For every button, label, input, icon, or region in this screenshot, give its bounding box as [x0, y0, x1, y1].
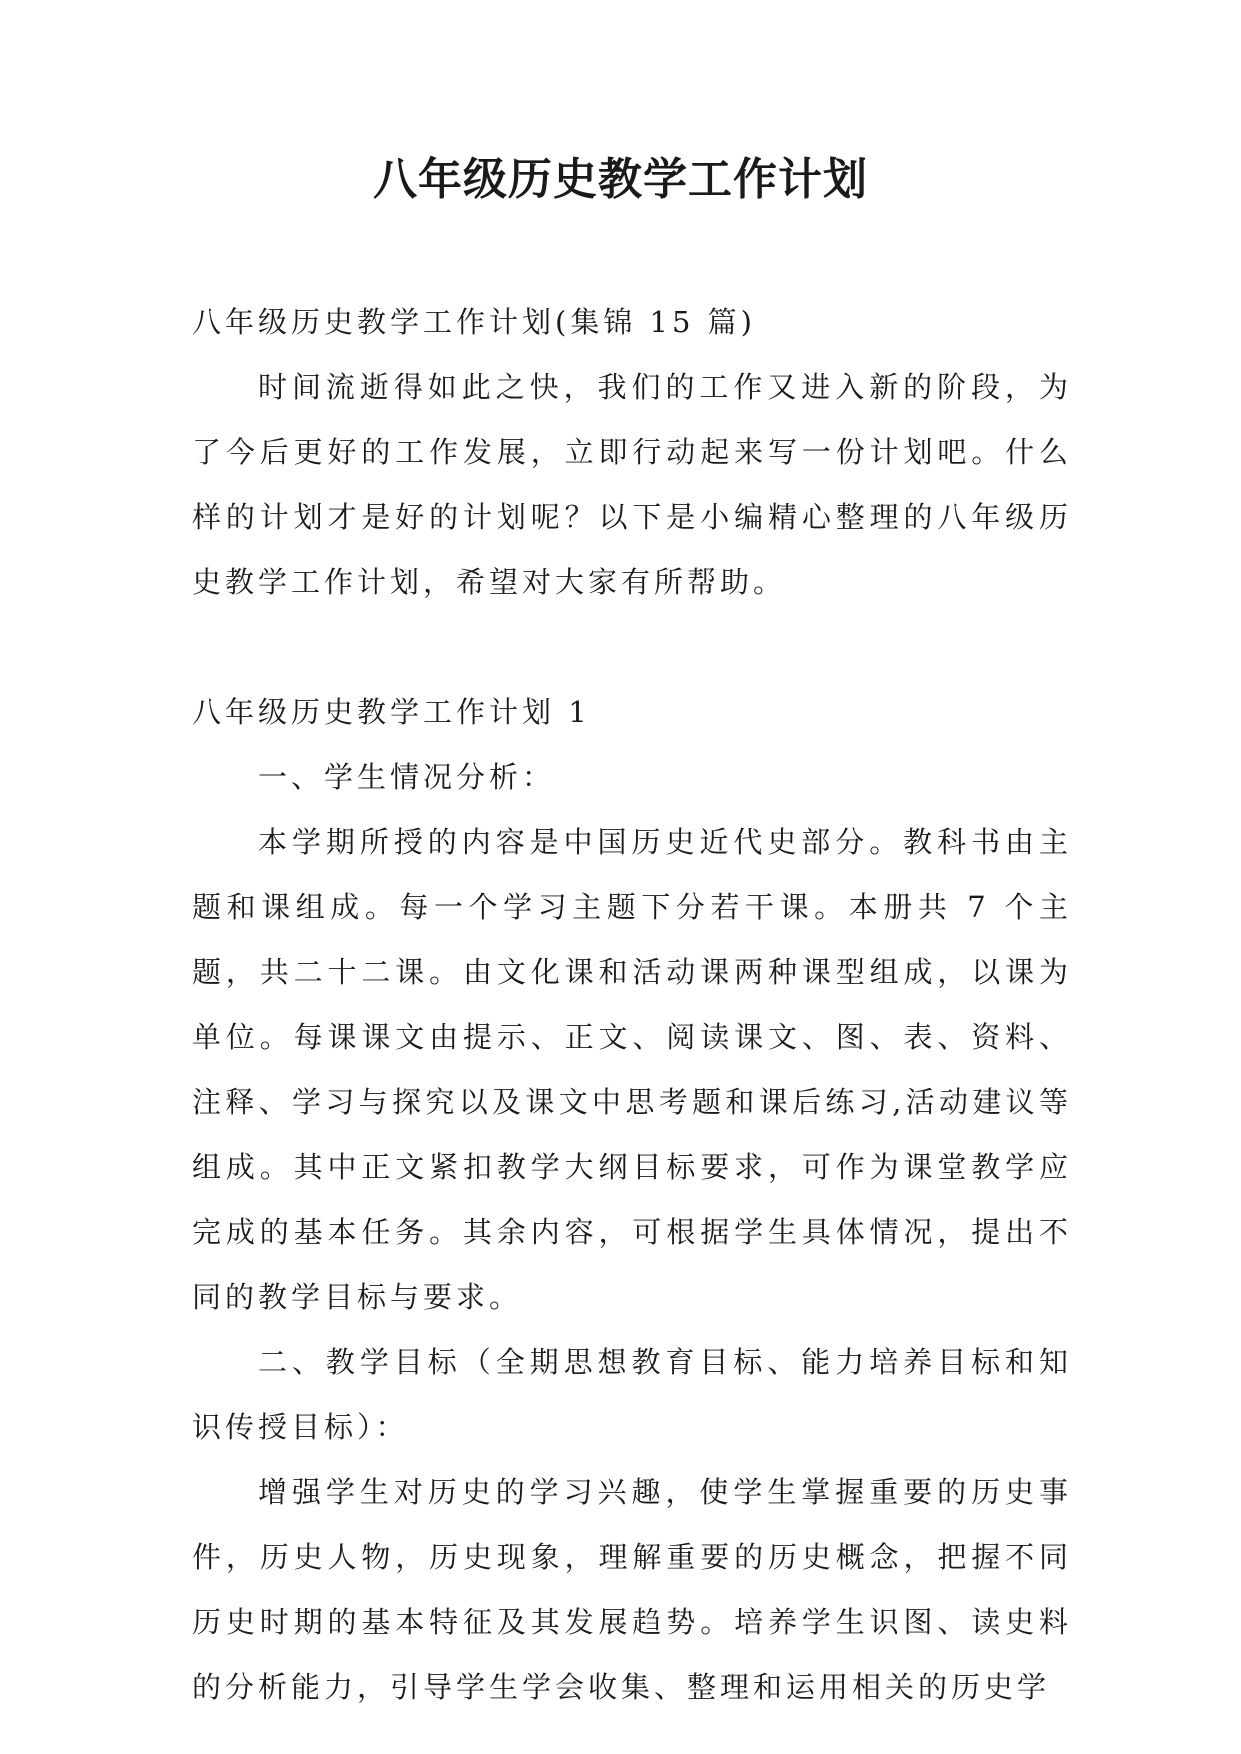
collection-subtitle: 八年级历史教学工作计划(集锦 15 篇)	[192, 305, 756, 339]
document-title: 八年级历史教学工作计划	[373, 154, 868, 205]
intro-paragraph: 时间流逝得如此之快，我们的工作又进入新的阶段，为了今后更好的工作发展，立即行动起来写一份计划吧。什么样的计划才是好的计划呢？以下是小编精心整理的八年级历史教学工作计划，希望对大家有所帮助。	[192, 370, 1072, 599]
section-heading: 八年级历史教学工作计划 1	[192, 695, 591, 729]
part2-paragraph: 增强学生对历史的学习兴趣，使学生掌握重要的历史事件，历史人物，历史现象，理解重要的历史概念，把握不同历史时期的基本特征及其发展趋势。培养学生识图、读史料的分析能力，引导学生学会收集、整理和运用相关的历史学	[192, 1475, 1072, 1704]
part2-heading: 二、教学目标（全期思想教育目标、能力培养目标和知识传授目标）：	[192, 1345, 1072, 1444]
part1-paragraph: 本学期所授的内容是中国历史近代史部分。教科书由主题和课组成。每一个学习主题下分若干课。本册共 7 个主题，共二十二课。由文化课和活动课两种课型组成，以课为单位。每课课文由提示、正文、阅读课文、图、表、资料、注释、学习与探究以及课文中思考题和课后练习,活动建议等组成。其中正文紧扣教学大纲目标要求，可作为课堂教学应完成的基本任务。其余内容，可根据学生具体情况，提出不同的教学目标与要求。	[192, 825, 1072, 1314]
part1-heading: 一、学生情况分析：	[258, 760, 556, 794]
document-body	[192, 290, 1072, 1720]
